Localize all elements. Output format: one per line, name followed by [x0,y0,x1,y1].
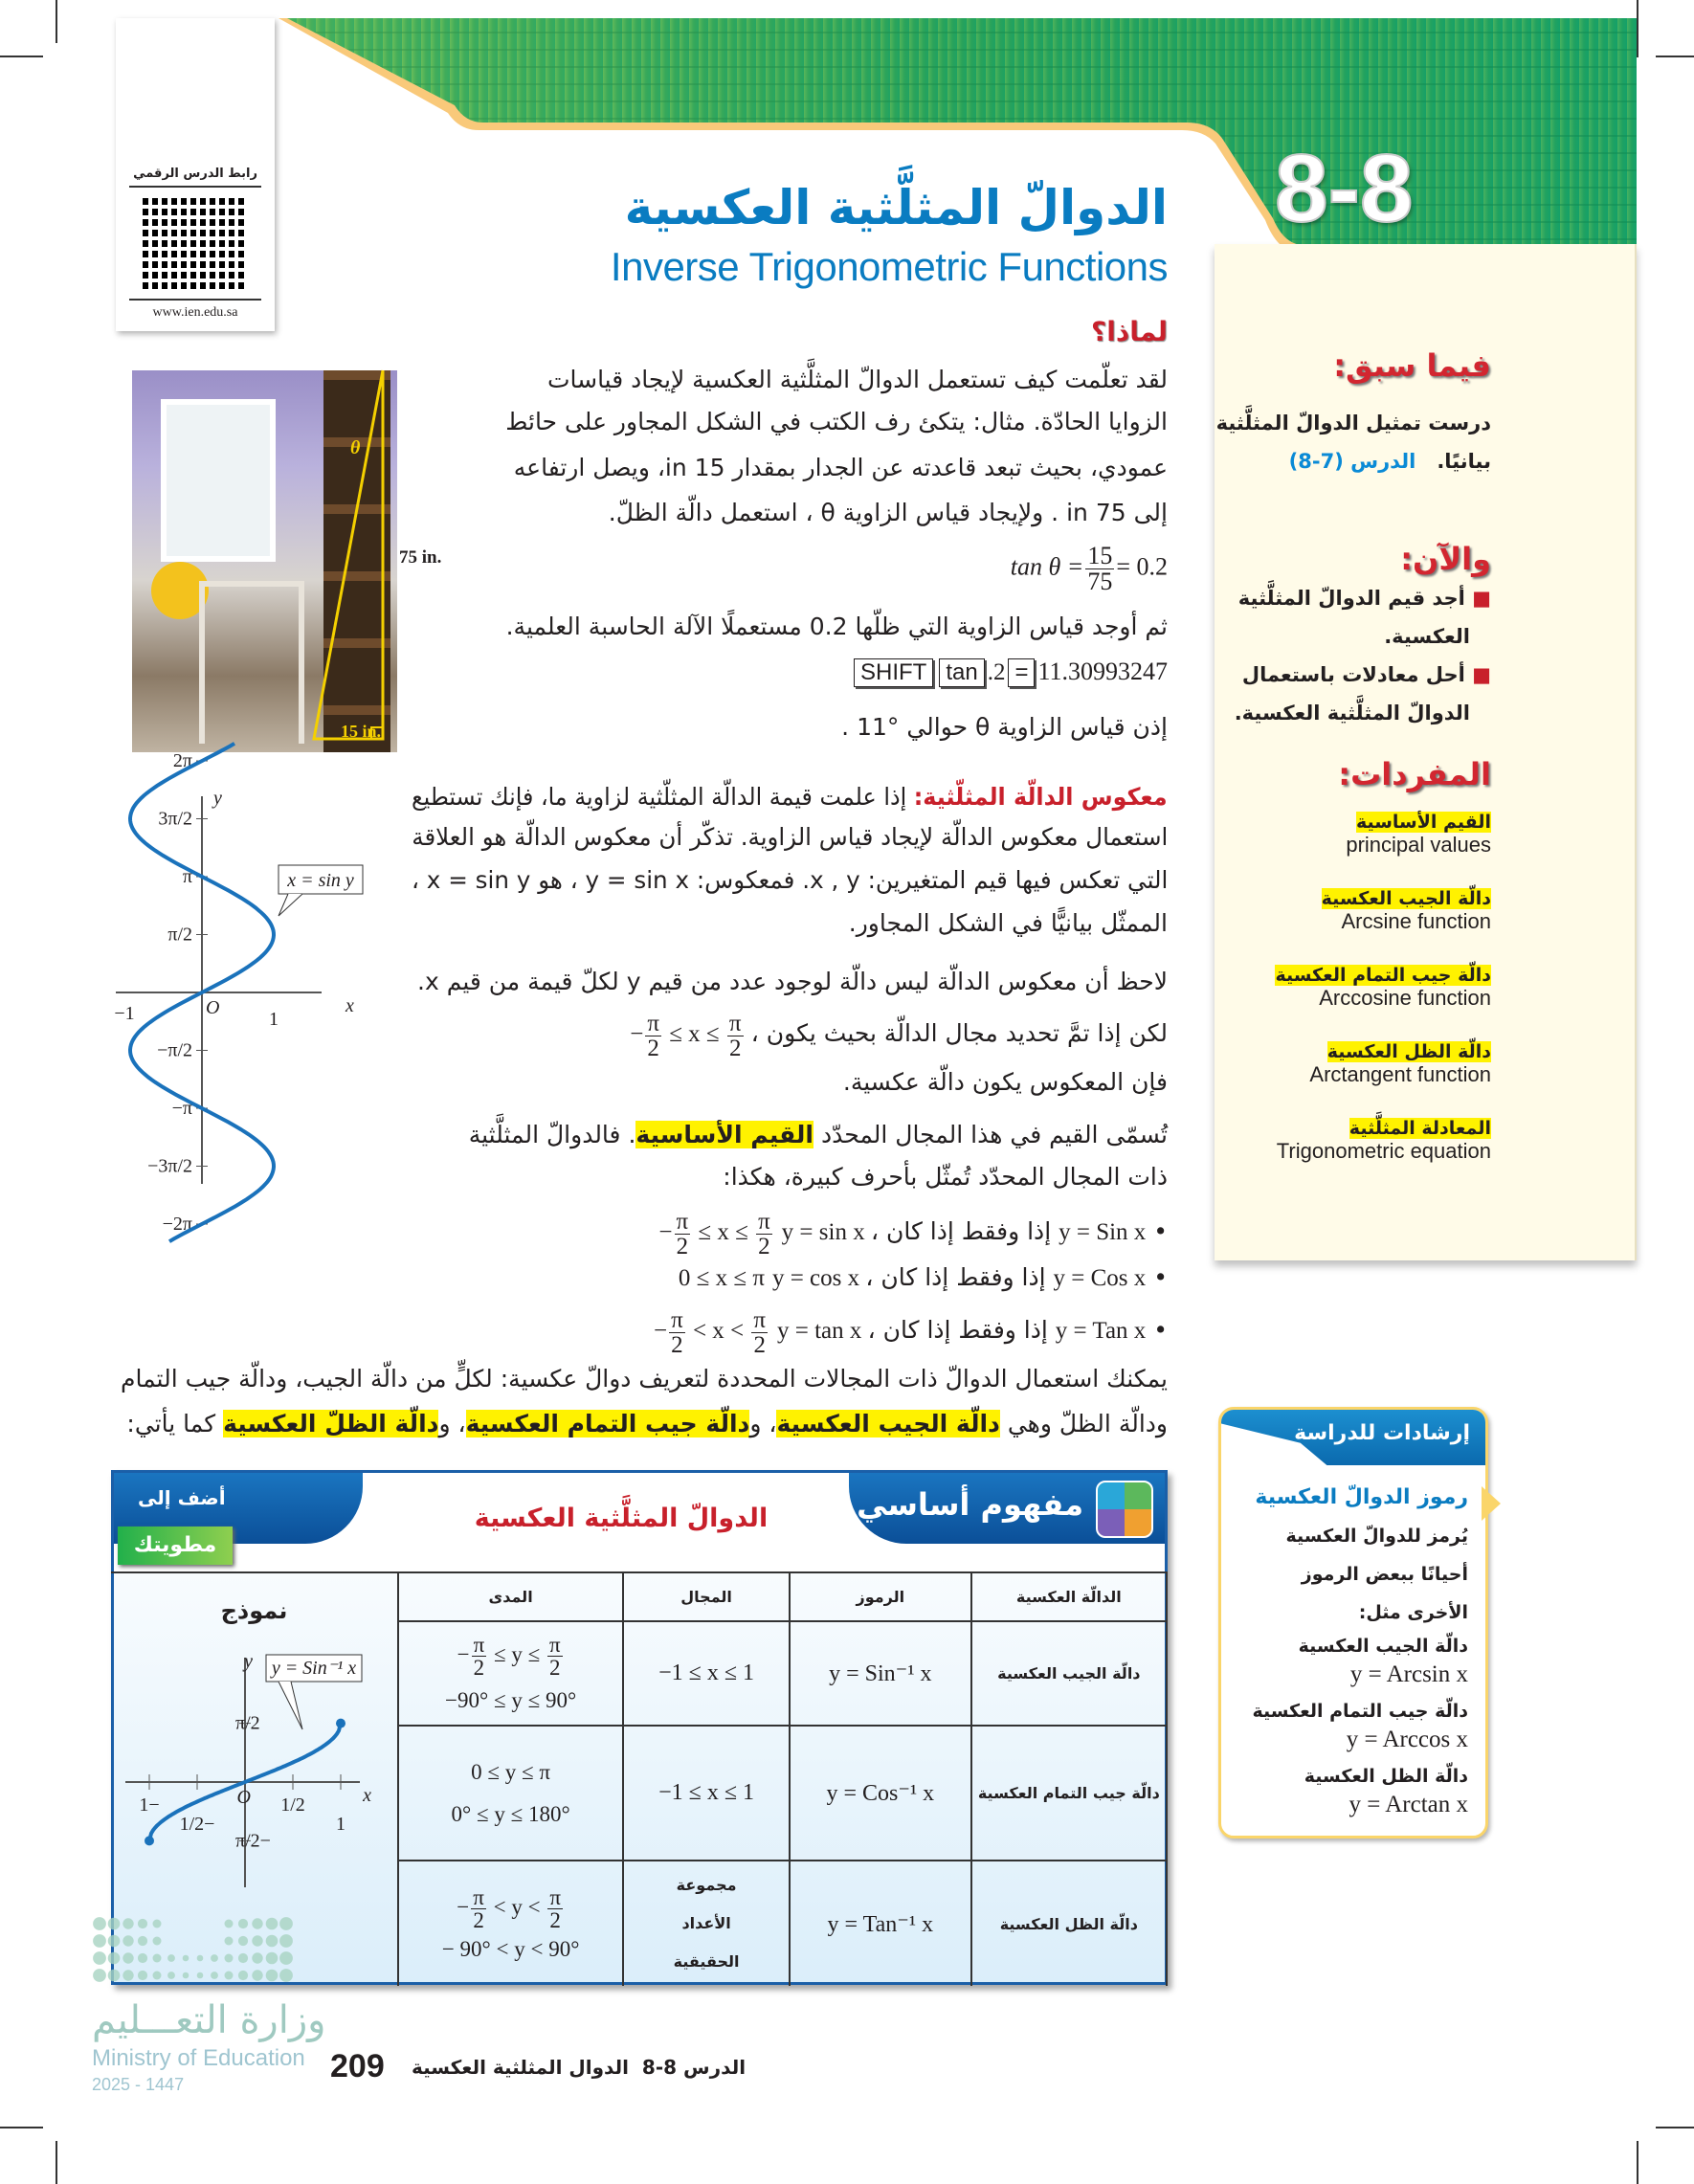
foldable-add-label: أضف إلى [138,1486,226,1509]
crop-mark [1656,2127,1694,2128]
logo-dot [238,1953,248,1963]
eq-rhs: = 0.2 [1116,552,1168,581]
vocab-en: Arccosine function [1319,986,1491,1010]
logo-dot [266,1970,279,1982]
logo-dot [252,1935,262,1946]
study-tip-title: رموز الدوالّ العكسية [1255,1485,1468,1509]
y-tick-label: 3π/2 [158,808,192,830]
logo-dot [93,1951,106,1965]
define-line-1: يمكنك استعمال الدوالّ ذات المجالات المحددة لتعريف دوالّ عكسية: لكلٍّ من دالّة الجيب، ودالّة جيب التمام [121,1365,1168,1393]
cell-domain: −1 ≤ x ≤ 1 [623,1726,790,1861]
x-tick-label: 1 [336,1814,346,1835]
puzzle-icon [1096,1481,1153,1538]
bullet-range: 0 ≤ x ≤ π [678,1265,765,1291]
graph-x-sin-y [111,750,369,1235]
bullet-lhs: y = Cos x [1053,1265,1147,1291]
qr-url[interactable]: www.ien.edu.sa [152,305,238,320]
logo-dot [153,1954,162,1963]
arctangent-term: دالّة الظلّ العكسية [223,1410,439,1437]
shift-key[interactable]: SHIFT [854,658,933,687]
logo-dot [183,1955,189,1962]
pointer-arrow [1482,1486,1501,1521]
inverse-term: معكوس الدالّة المثلّثية: [914,783,1168,811]
why-line: الزوايا الحادّة. مثال: يتكئ رف الكتب في الشكل المجاور على حائط [505,408,1168,435]
vocab-en: Trigonometric equation [1276,1139,1491,1163]
x-tick-label: −1/2 [179,1814,215,1835]
key-concept-banner [114,1473,1165,1571]
graph-arcsine [111,1643,397,1892]
curve-label: x = sin y [287,870,354,891]
logo-dot [108,1918,121,1930]
cell-name: دالّة جيب التمام العكسية [971,1726,1167,1861]
logo-dot [167,1972,175,1979]
arcsine-term: دالّة الجيب العكسية [776,1410,1000,1437]
page-subtitle: Inverse Trigonometric Functions [610,244,1168,289]
vocab-ar: القيم الأساسية [1355,812,1491,833]
cell-range [398,1861,623,1986]
before-lesson-link[interactable]: الدرس (7-8) [1288,450,1416,473]
logo-dot [138,1953,147,1963]
range-degrees: − 90° < y < 90° [441,1936,580,1961]
header-symbol: الرموز [790,1572,971,1621]
why-heading: لماذا؟ [1090,316,1168,347]
base-label: 15 in. [341,722,382,741]
cell-range [398,1621,623,1726]
y-axis-label: y [244,1651,254,1672]
footer-lesson [412,2056,746,2079]
logo-dot [197,1955,204,1962]
bullet-lhs: y = Tan x [1055,1318,1147,1345]
inverse-text: لكن إذا تمَّ تحديد مجال الدالّة بحيث يكون [766,1019,1168,1048]
text: ودالّة الظلّ وهي [1007,1410,1168,1437]
numerator: 15 [1087,542,1113,569]
logo-dot [123,1970,133,1980]
inverse-text: ذات المجال المحدّد تُمثّل بأحرف كبيرة، هكذا: [723,1163,1168,1191]
vocab-item [1215,888,1491,965]
vocab-en: principal values [1346,833,1491,857]
label-pointer [279,894,302,916]
curve-label: y = Sin⁻¹ x [271,1658,357,1679]
now-heading: والآن: [1400,541,1491,577]
study-tip-item-expr: y = Arccos x [1346,1727,1468,1752]
vocab-en: Arctangent function [1309,1062,1491,1086]
origin-label: O [206,997,220,1018]
crop-mark [1637,2141,1638,2184]
text: كما يأتي: [126,1410,216,1437]
logo-dot [252,1952,262,1963]
endpoint [145,1836,154,1845]
equals-key[interactable]: = [1008,658,1035,687]
now-item-text: الدوالّ المثلَّثية العكسية. [1234,702,1470,724]
range-degrees: −90° ≤ y ≤ 90° [445,1688,577,1712]
logo-dot [238,1919,248,1928]
vocab-item [1215,965,1491,1041]
logo-dot [225,1972,234,1980]
study-tip-item-name: دالّة جيب التمام العكسية [1252,1701,1468,1722]
inverse-text: لاحظ أن معكوس الدالّة ليس دالّة لوجود عدد من قيم y لكلّ قيمة من قيم x. [417,968,1168,995]
cell-domain: −1 ≤ x ≤ 1 [623,1621,790,1726]
study-tip-line: الأخرى مثل: [1358,1602,1468,1623]
range-degrees: 0° ≤ y ≤ 180° [451,1801,570,1826]
cell-name: دالّة الظل العكسية [971,1861,1167,1986]
study-tip-item-expr: y = Arcsin x [1349,1661,1468,1687]
x-tick-label: 1/2 [280,1794,305,1816]
text: تُسمّى القيم في هذا المجال المحدّد [820,1121,1168,1148]
y-tick-label: −3π/2 [147,1155,192,1177]
now-item: ■ أجد قيم الدوالّ المثلَّثية العكسية. [1237,587,1491,648]
text: ، و [749,1410,777,1437]
inverse-text: استعمال معكوس الدالّة لإيجاد قياس الزاوية. تذكّر أن معكوس الدالّة هو العلاقة [411,823,1168,851]
logo-dot [138,1919,147,1928]
bullet-cond: إذا وفقط إذا كان [885,1217,1052,1246]
logo-dot [138,1971,147,1980]
arccosine-term: دالّة جيب التمام العكسية [465,1410,750,1437]
logo-dot [238,1936,248,1946]
inverse-text: الممثّل بيانيًّا في الشكل المجاور. [848,909,1168,937]
y-tick-label: −π/2 [235,1830,271,1852]
logo-dot [279,1951,293,1965]
cell-symbol: y = Sin⁻¹ x [790,1621,971,1726]
vocab-item [1215,1041,1491,1118]
vocab-item [1215,1118,1491,1194]
fraction [1085,544,1114,594]
domain-math: − $\frac{\pi}{2}$ ≤ x ≤ $\frac{\pi}{2}$ ، [630,1011,759,1061]
before-text-line: بيانيًا. [1437,450,1491,473]
bullet-eq: y = cos x ، [771,1265,874,1291]
y-tick-label: π/2 [167,924,192,946]
header-domain: المجال [623,1572,790,1621]
bullet-eq: y = sin x ، [781,1219,880,1246]
now-item-text: أجد قيم الدوالّ المثلَّثية [1237,587,1465,610]
cell-symbol: y = Cos⁻¹ x [790,1726,971,1861]
inverse-line-1 [412,778,1168,816]
y-tick-label: π/2 [235,1712,260,1734]
logo-dot [93,1969,106,1982]
inverse-text: إذا علمت قيمة الدالّة المثلّثية لزاوية ما، فإنك تستطيع [412,783,907,811]
cell-symbol: y = Tan⁻¹ x [790,1861,971,1986]
y-tick-label: −π [171,1098,192,1119]
x-tick-label: −1 [114,1003,135,1024]
logo-dot [225,1937,234,1946]
vocab-ar: دالّة جيب التمام العكسية [1275,965,1491,986]
x-tick-label: −1 [139,1794,160,1816]
principal-values-term: القيم الأساسية [635,1121,814,1148]
why-line: إلى 75 in . ولإيجاد قياس الزاوية θ ، استعمل دالّة الظلّ. [608,499,1168,526]
vocab-ar: دالّة الظل العكسية [1326,1041,1491,1062]
calculator-keys [851,653,1168,692]
bullet-range: − $\frac{\pi}{2}$ ≤ x ≤ $\frac{\pi}{2}$ [658,1209,770,1259]
key-value: .2 [987,659,1006,685]
calc-result: 11.30993247 [1037,657,1168,685]
logo-dot [238,1971,248,1980]
y-tick-label: 2π [172,750,192,771]
principal-line [469,1116,1168,1154]
bullet-tan: • y = Tan x إذا وفقط إذا كان y = tan x ، − $\frac{\pi}{2}$ < x < $\frac{\pi}{2}$ [653,1307,1168,1358]
logo-dot [93,1934,106,1948]
logo-dot [123,1935,133,1946]
study-tip-item-name: دالّة الظل العكسية [1304,1766,1468,1787]
logo-dot [138,1936,147,1946]
logo-dot [93,1917,106,1930]
now-item-text: أحل معادلات باستعمال [1241,663,1465,686]
logo-dot [197,1972,204,1979]
study-tip-line: يُرمز للدوالّ العكسية [1285,1526,1468,1547]
now-item: ■ أحل معادلات باستعمال الدوالّ المثلَّثية العكسية. [1234,663,1491,724]
logo-dot [123,1952,133,1963]
crop-mark [56,2141,57,2184]
key-concept-title: الدوالّ المثلَّثية العكسية [474,1504,769,1533]
crop-mark [0,2127,43,2128]
now-item-text: العكسية. [1384,625,1470,648]
study-tip-header: إرشادات للدراسة [1294,1421,1470,1445]
logo-dot [183,1972,189,1979]
ministry-dots-logo [92,1914,302,1991]
header-model: نموذج [220,1597,288,1624]
angle-label: θ [350,437,361,458]
origin-label: O [236,1787,252,1808]
logo-dot [123,1918,133,1928]
tan-key[interactable]: tan [939,658,984,687]
y-tick-label: −π/2 [157,1039,192,1061]
lesson-number: 8-8 [1275,135,1414,242]
ministry-name-en: Ministry of Education [92,2045,305,2071]
x-axis-label: x [345,995,354,1016]
study-tip-item-expr: y = Arctan x [1349,1792,1468,1817]
logo-dot [279,1934,293,1948]
foldable-button[interactable]: مطويتك [118,1527,233,1565]
bullet-cos: • y = Cos x إذا وفقط إذا كان y = cos x ، 0 ≤ x ≤ π [679,1259,1168,1298]
inverse-text: فإن المعكوس يكون دالّة عكسية. [842,1068,1168,1096]
bullet-cond: إذا وفقط إذا كان [882,1316,1048,1345]
study-tip-body [1252,1479,1468,1819]
logo-dot [225,1920,234,1928]
study-tip-line: أحيانًا ببعض الرموز [1301,1564,1468,1585]
range-radians: − $\frac{\pi}{2}$ < y < $\frac{\pi}{2}$ [457,1884,561,1932]
logo-dot [153,1920,162,1928]
conclusion: إذن قياس الزاوية θ حوالي °11 . [841,713,1168,741]
ministry-name-ar: وزارة التعـــليم [92,1998,326,2042]
before-text-line: درست تمثيل الدوالّ المثلَّثية [1215,412,1491,435]
bullet-cond: إذا وفقط إذا كان [880,1263,1046,1291]
why-line: لقد تعلّمت كيف تستعمل الدوالّ المثلَّثية العكسية لإيجاد قياسات [546,366,1168,393]
inverse-text: التي تعكس فيها قيم المتغيرين: x , y. فمعكوس: y = sin x ، هو x = sin y ، [411,866,1168,894]
vocab-en: Arcsine function [1341,909,1491,933]
vocab-heading: المفردات: [1338,756,1491,792]
table-header-row [111,1572,1167,1621]
cell-range [398,1726,623,1861]
header-range: المدى [398,1572,623,1621]
logo-dot [252,1970,262,1980]
bullet-eq: y = tan x ، [776,1318,876,1345]
why-line: عمودي، بحيث تبعد قاعدته عن الجدار بمقدار 15 in، ويصل ارتفاعه [513,454,1168,481]
logo-dot [266,1952,279,1965]
bullet-lhs: y = Sin x [1059,1219,1147,1246]
tan-equation [1011,544,1168,594]
eq-lhs: tan θ = [1010,552,1084,581]
logo-dot [266,1918,279,1930]
bookshelf-photo [132,370,397,752]
y-axis-label: y [213,788,222,809]
x-axis-label: x [363,1785,372,1806]
define-line-2 [126,1405,1168,1443]
before-heading: فيما سبق: [1333,347,1491,384]
logo-dot [153,1972,162,1980]
bullet-sin: • y = Sin x إذا وفقط إذا كان y = sin x ، − $\frac{\pi}{2}$ ≤ x ≤ $\frac{\pi}{2}$ [658,1209,1168,1259]
logo-dot [279,1969,293,1982]
cell-name: دالّة الجيب العكسية [971,1621,1167,1726]
logo-dot [225,1954,234,1963]
vocab-ar: دالّة الجيب العكسية [1321,888,1491,909]
y-tick-label: −2π [162,1214,192,1235]
page-title: الدوالّ المثلَّثية العكسية [624,180,1168,235]
calc-instruction: ثم أوجد قياس الزاوية التي ظلّها 0.2 مستعملًا الآلة الحاسبة العلمية. [505,613,1168,640]
range-radians: 0 ≤ y ≤ π [471,1759,551,1784]
logo-dot [108,1970,121,1982]
vocab-list [1215,812,1491,1194]
x-tick-label: 1 [269,1009,279,1030]
y-tick-label: π [182,866,192,887]
denominator: 75 [1087,568,1113,595]
cell-domain: مجموعة الأعداد الحقيقية [623,1861,790,1986]
footer-lesson-number: الدرس 8-8 [641,2056,747,2079]
before-text [1215,404,1491,480]
page-number: 209 [330,2048,385,2084]
header-function: الدالّة العكسية [971,1572,1167,1621]
logo-dot [108,1935,121,1948]
logo-dot [279,1917,293,1930]
range-radians: − $\frac{\pi}{2}$ ≤ y ≤ $\frac{\pi}{2}$ [457,1633,561,1680]
text: ، و [438,1410,466,1437]
vocab-item [1215,812,1491,888]
footer-lesson-title: الدوال المثلثية العكسية [412,2056,629,2079]
text: . فالدوالّ المثلَّثية [468,1121,636,1148]
logo-dot [252,1918,262,1928]
ministry-year: 2025 - 1447 [92,2075,185,2094]
study-tip-item-name: دالّة الجيب العكسية [1298,1636,1468,1657]
logo-dot [266,1935,279,1948]
label-pointer [279,1682,302,1729]
now-list [1215,579,1491,732]
height-label: 75 in. [399,547,442,568]
vocab-ar: المعادلة المثلَّثية [1349,1118,1491,1139]
key-concept-badge: مفهوم أساسي [857,1486,1083,1523]
logo-dot [211,1954,218,1962]
qr-caption: رابط الدرس الرقمي [133,167,257,181]
domain-restriction-line [630,1012,1168,1060]
logo-dot [211,1972,218,1979]
logo-dot [153,1937,162,1946]
endpoint [336,1719,345,1728]
logo-dot [108,1952,121,1965]
key-concept-box [111,1470,1168,1985]
study-tip-box [1218,1407,1488,1839]
bullet-range: − $\frac{\pi}{2}$ < x < $\frac{\pi}{2}$ [653,1307,767,1358]
logo-dot [167,1954,175,1962]
